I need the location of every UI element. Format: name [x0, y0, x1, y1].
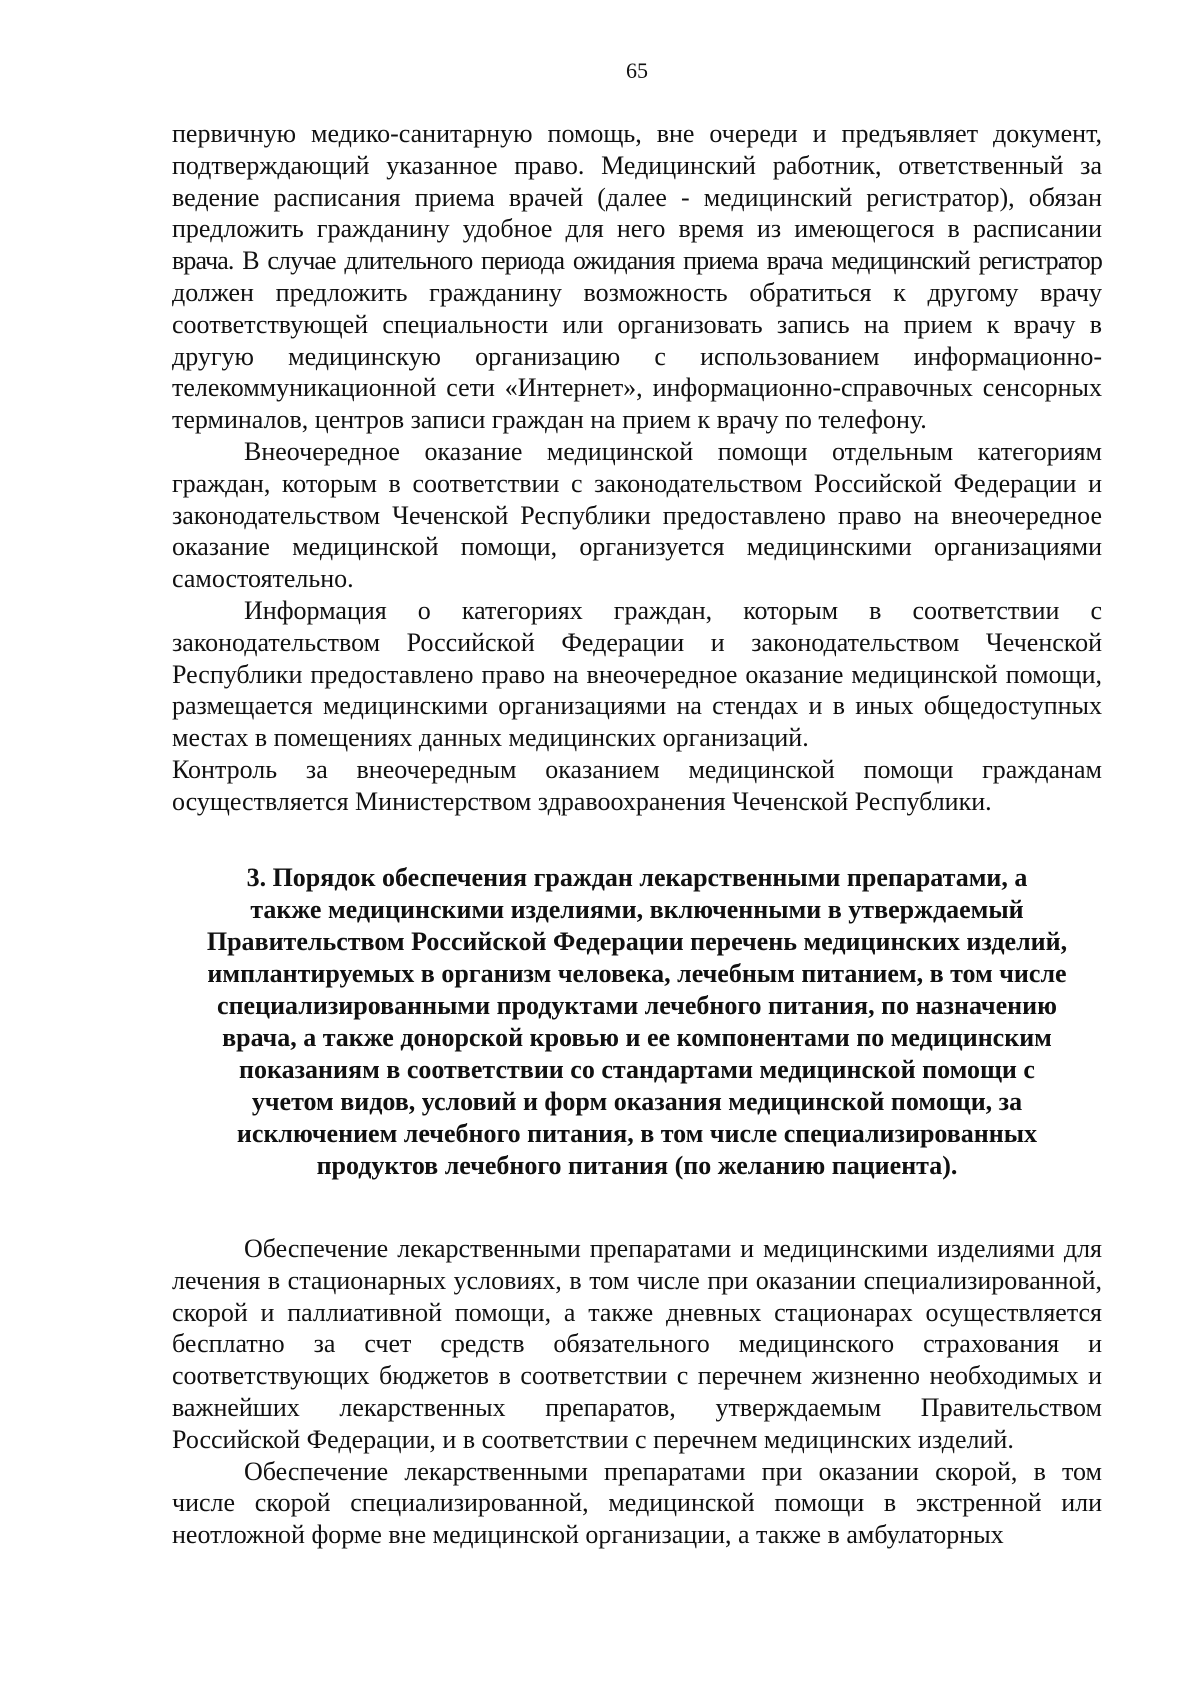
- paragraph-registrar: первичную медико-санитарную помощь, вне очереди и предъявляет документ, подтверждающий указанное право. Медицинский работник, ответственный за ведение расписания приема врачей (далее - медицинский регистратор), обязан предложить гражданину удобное для него время из имеющегося в расписании врача. В случае длительного периода ожидания приема врача медицинский регистратор должен предложить гражданину возможность обратиться к другому врачу соответствующей специальности или организовать запись на прием к врачу в другую медицинскую организацию с использованием информационно- телекоммуникационной сети «Интернет», информационно-справочных сенсорных терминалов, центров записи граждан на прием к врачу по телефону.: [172, 119, 1102, 435]
- body-text-top: [172, 118, 1102, 818]
- paragraph-inpatient-drugs: Обеспечение лекарственными препаратами и медицинскими изделиями для лечения в стационарных условиях, в том числе при оказании специализированной, скорой и паллиативной помощи, а также дневных стационарах осуществляется бесплатно за счет средств обязательного медицинского страхования и соответствующих бюджетов в соответствии с перечнем жизненно необходимых и важнейших лекарственных препаратов, утверждаемым Правительством Российской Федерации, и в соответствии с перечнем медицинских изделий.: [172, 1234, 1103, 1454]
- paragraph-control: Контроль за внеочередным оказанием медицинской помощи гражданам осуществляется Министерством здравоохранения Чеченской Республики.: [172, 754, 1102, 816]
- paragraph-priority-care: Внеочередное оказание медицинской помощи отдельным категориям граждан, которым в соответствии с законодательством Российской Федерации и законодательством Чеченской Республики предоставлено право на внеочередное оказание медицинской помощи, организуется медицинскими организациями самостоятельно.: [172, 436, 1103, 594]
- paragraph-emergency-drugs: Обеспечение лекарственными препаратами при оказании скорой, в том числе скорой специализированной, медицинской помощи в экстренной или неотложной форме вне медицинской организации, а также в амбулаторных: [172, 1456, 1102, 1550]
- body-text-bottom: [172, 1233, 1102, 1551]
- paragraph-categories-info: Информация о категориях граждан, которым в соответствии с законодательством Российской Федерации и законодательством Чеченской Республики предоставлено право на внеочередное оказание медицинской помощи, размещается медицинскими организациями на стендах и в иных общедоступных местах в помещениях данных медицинских организаций.: [172, 595, 1102, 753]
- section-heading: 3. Порядок обеспечения граждан лекарственными препаратами, а также медицинскими изделиями, включенными в утверждаемый Правительством Российской Федерации перечень медицинских изделий, имплантируемых в организм человека, лечебным питанием, в том числе специализированными продуктами лечебного питания, по назначению врача, а также донорской кровью и ее компонентами по медицинским показаниям в соответствии со стандартами медицинской помощи с учетом видов, условий и форм оказания медицинской помощи, за исключением лечебного питания, в том числе специализированных продуктов лечебного питания (по желанию пациента).: [206, 863, 1068, 1180]
- page-number: 65: [626, 58, 648, 83]
